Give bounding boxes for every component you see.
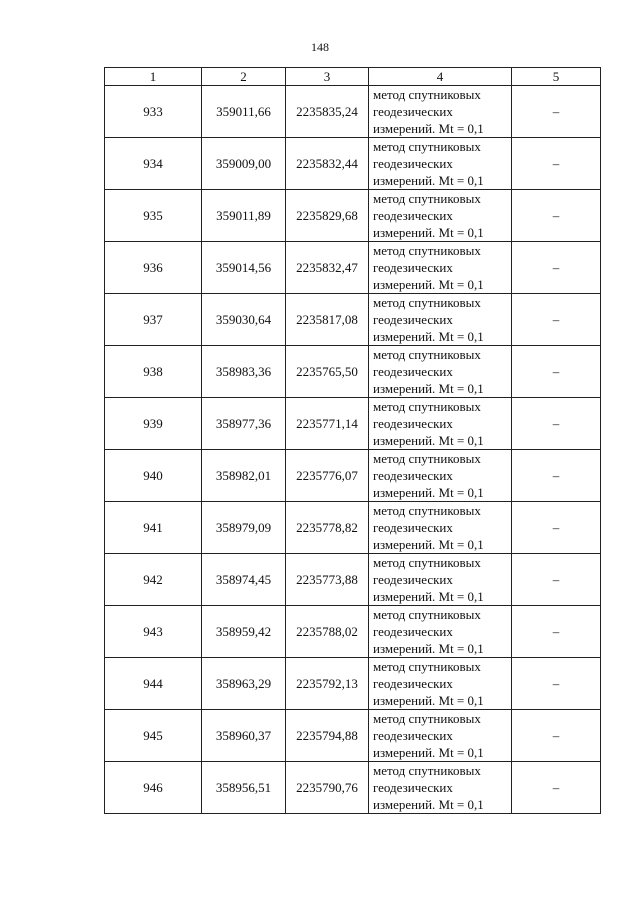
method-line: измерений. Mt = 0,1 [373,433,484,448]
y-coordinate-cell: 2235835,24 [286,86,369,138]
method-line: метод спутниковых [373,87,481,102]
header-col-2: 2 [202,68,286,86]
method-line: геодезических [373,572,453,587]
method-cell [369,502,512,554]
note-cell: – [512,346,601,398]
method-line: метод спутниковых [373,503,481,518]
y-coordinate-cell: 2235773,88 [286,554,369,606]
point-number-cell: 937 [105,294,202,346]
y-coordinate-cell: 2235790,76 [286,762,369,814]
y-coordinate-cell: 2235817,08 [286,294,369,346]
note-cell: – [512,242,601,294]
method-cell [369,606,512,658]
table-row [105,398,601,450]
method-line: метод спутниковых [373,191,481,206]
method-line: измерений. Mt = 0,1 [373,277,484,292]
table-row [105,242,601,294]
method-cell [369,450,512,502]
table-row [105,450,601,502]
point-number-cell: 946 [105,762,202,814]
note-cell: – [512,606,601,658]
x-coordinate-cell: 358956,51 [202,762,286,814]
point-number-cell: 941 [105,502,202,554]
note-cell: – [512,450,601,502]
table-row [105,606,601,658]
x-coordinate-cell: 359011,89 [202,190,286,242]
method-cell [369,398,512,450]
method-line: метод спутниковых [373,347,481,362]
method-line: геодезических [373,364,453,379]
method-line: метод спутниковых [373,139,481,154]
method-cell [369,138,512,190]
method-line: метод спутниковых [373,711,481,726]
method-line: геодезических [373,312,453,327]
method-line: геодезических [373,520,453,535]
method-cell [369,294,512,346]
method-line: метод спутниковых [373,399,481,414]
method-line: геодезических [373,624,453,639]
point-number-cell: 940 [105,450,202,502]
table-row [105,294,601,346]
table-row [105,502,601,554]
method-line: измерений. Mt = 0,1 [373,225,484,240]
table-body [105,86,601,814]
x-coordinate-cell: 359011,66 [202,86,286,138]
point-number-cell: 943 [105,606,202,658]
note-cell: – [512,86,601,138]
table-row [105,658,601,710]
y-coordinate-cell: 2235832,44 [286,138,369,190]
x-coordinate-cell: 358963,29 [202,658,286,710]
table-row [105,190,601,242]
method-line: метод спутниковых [373,763,481,778]
point-number-cell: 935 [105,190,202,242]
method-line: геодезических [373,780,453,795]
y-coordinate-cell: 2235829,68 [286,190,369,242]
method-line: геодезических [373,260,453,275]
method-line: измерений. Mt = 0,1 [373,641,484,656]
header-col-4: 4 [369,68,512,86]
table-row [105,86,601,138]
method-line: метод спутниковых [373,555,481,570]
method-line: измерений. Mt = 0,1 [373,121,484,136]
y-coordinate-cell: 2235792,13 [286,658,369,710]
note-cell: – [512,294,601,346]
y-coordinate-cell: 2235765,50 [286,346,369,398]
method-cell [369,762,512,814]
x-coordinate-cell: 358959,42 [202,606,286,658]
table-row [105,346,601,398]
method-line: измерений. Mt = 0,1 [373,745,484,760]
header-row [105,68,601,86]
method-cell [369,86,512,138]
method-line: геодезических [373,676,453,691]
note-cell: – [512,138,601,190]
method-line: измерений. Mt = 0,1 [373,173,484,188]
method-line: измерений. Mt = 0,1 [373,329,484,344]
note-cell: – [512,762,601,814]
coordinates-table [104,67,601,814]
note-cell: – [512,658,601,710]
method-cell [369,242,512,294]
note-cell: – [512,710,601,762]
method-line: измерений. Mt = 0,1 [373,381,484,396]
method-line: геодезических [373,104,453,119]
x-coordinate-cell: 358977,36 [202,398,286,450]
method-cell [369,190,512,242]
point-number-cell: 934 [105,138,202,190]
note-cell: – [512,398,601,450]
method-line: метод спутниковых [373,295,481,310]
y-coordinate-cell: 2235771,14 [286,398,369,450]
method-cell [369,554,512,606]
table-header [105,68,601,86]
header-col-3: 3 [286,68,369,86]
method-line: измерений. Mt = 0,1 [373,797,484,812]
table-row [105,138,601,190]
point-number-cell: 944 [105,658,202,710]
table-row [105,554,601,606]
point-number-cell: 933 [105,86,202,138]
x-coordinate-cell: 359030,64 [202,294,286,346]
method-line: геодезических [373,208,453,223]
method-line: геодезических [373,728,453,743]
y-coordinate-cell: 2235788,02 [286,606,369,658]
x-coordinate-cell: 358983,36 [202,346,286,398]
table-row [105,710,601,762]
method-cell [369,710,512,762]
point-number-cell: 942 [105,554,202,606]
x-coordinate-cell: 358979,09 [202,502,286,554]
note-cell: – [512,190,601,242]
method-cell [369,346,512,398]
x-coordinate-cell: 358974,45 [202,554,286,606]
note-cell: – [512,502,601,554]
method-line: метод спутниковых [373,451,481,466]
y-coordinate-cell: 2235832,47 [286,242,369,294]
table-row [105,762,601,814]
method-line: измерений. Mt = 0,1 [373,589,484,604]
point-number-cell: 945 [105,710,202,762]
page-number: 148 [311,40,329,54]
y-coordinate-cell: 2235794,88 [286,710,369,762]
note-cell: – [512,554,601,606]
header-col-5: 5 [512,68,601,86]
method-cell [369,658,512,710]
method-line: геодезических [373,416,453,431]
point-number-cell: 938 [105,346,202,398]
x-coordinate-cell: 359009,00 [202,138,286,190]
x-coordinate-cell: 358982,01 [202,450,286,502]
method-line: геодезических [373,156,453,171]
x-coordinate-cell: 359014,56 [202,242,286,294]
header-col-1: 1 [105,68,202,86]
y-coordinate-cell: 2235776,07 [286,450,369,502]
method-line: измерений. Mt = 0,1 [373,485,484,500]
point-number-cell: 939 [105,398,202,450]
method-line: геодезических [373,468,453,483]
method-line: измерений. Mt = 0,1 [373,693,484,708]
method-line: метод спутниковых [373,243,481,258]
method-line: метод спутниковых [373,659,481,674]
method-line: измерений. Mt = 0,1 [373,537,484,552]
x-coordinate-cell: 358960,37 [202,710,286,762]
y-coordinate-cell: 2235778,82 [286,502,369,554]
point-number-cell: 936 [105,242,202,294]
method-line: метод спутниковых [373,607,481,622]
